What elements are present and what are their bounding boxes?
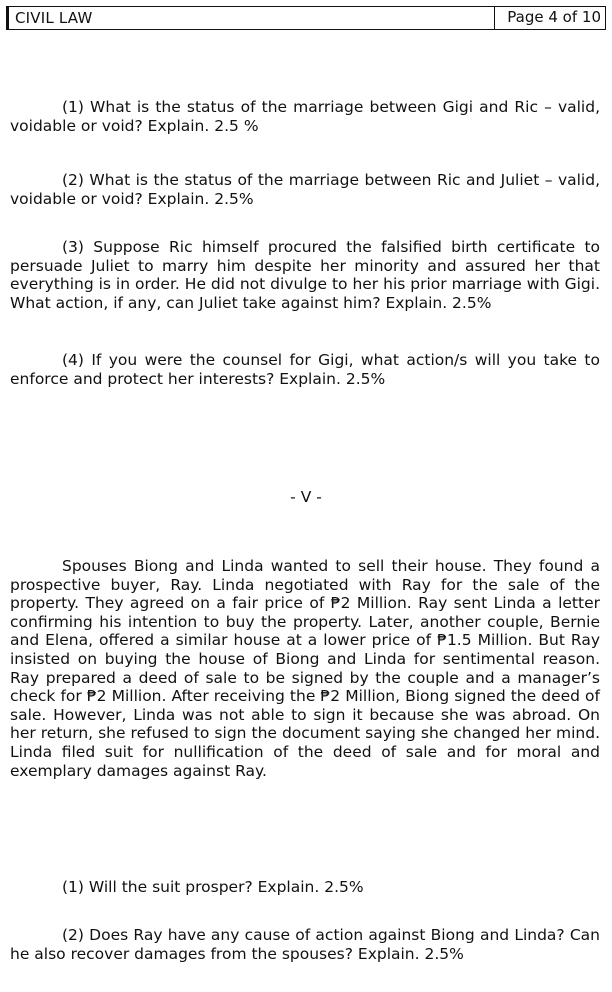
question-v-2: (2) Does Ray have any cause of action against Biong and Linda? Can he also recover damages from the spouses? Explain. 2.5% [10, 926, 600, 963]
page-header [6, 6, 606, 30]
problem-statement: Spouses Biong and Linda wanted to sell their house. They found a prospective buyer, Ray. Linda negotiated with Ray for the sale of the property. They agreed on a fair price of ₱2 Million. Ray sent Linda a letter confirming his intention to buy the property. Later, another couple, Bernie and Elena, offered a similar house at a lower price of ₱1.5 Million. But Ray insisted on buying the house of Biong and Linda for sentimental reason. Ray prepared a deed of sale to be signed by the couple and a manager’s check for ₱2 Million. After receiving the ₱2 Million, Biong signed the deed of sale. However, Linda was not able to sign it because she was abroad. On her return, she refused to sign the document saying she changed her mind. Linda filed suit for nullification of the deed of sale and for moral and exemplary damages against Ray. [10, 557, 600, 780]
question-iv-1: (1) What is the status of the marriage between Gigi and Ric – valid, voidable or void? Explain. 2.5 % [10, 98, 600, 135]
section-heading: - V - [290, 488, 322, 506]
question-iv-3: (3) Suppose Ric himself procured the falsified birth certificate to persuade Juliet to marry him despite her minority and assured her that everything is in order. He did not divulge to her his prior marriage with Gigi. What action, if any, can Juliet take against him? Explain. 2.5% [10, 238, 600, 312]
subject-title: CIVIL LAW [15, 9, 93, 27]
page-number: Page 4 of 10 [494, 6, 605, 30]
question-iv-4: (4) If you were the counsel for Gigi, what action/s will you take to enforce and protect her interests? Explain. 2.5% [10, 351, 600, 388]
question-v-1: (1) Will the suit prosper? Explain. 2.5% [62, 878, 364, 896]
question-iv-2: (2) What is the status of the marriage between Ric and Juliet – valid, voidable or void? Explain. 2.5% [10, 171, 600, 208]
